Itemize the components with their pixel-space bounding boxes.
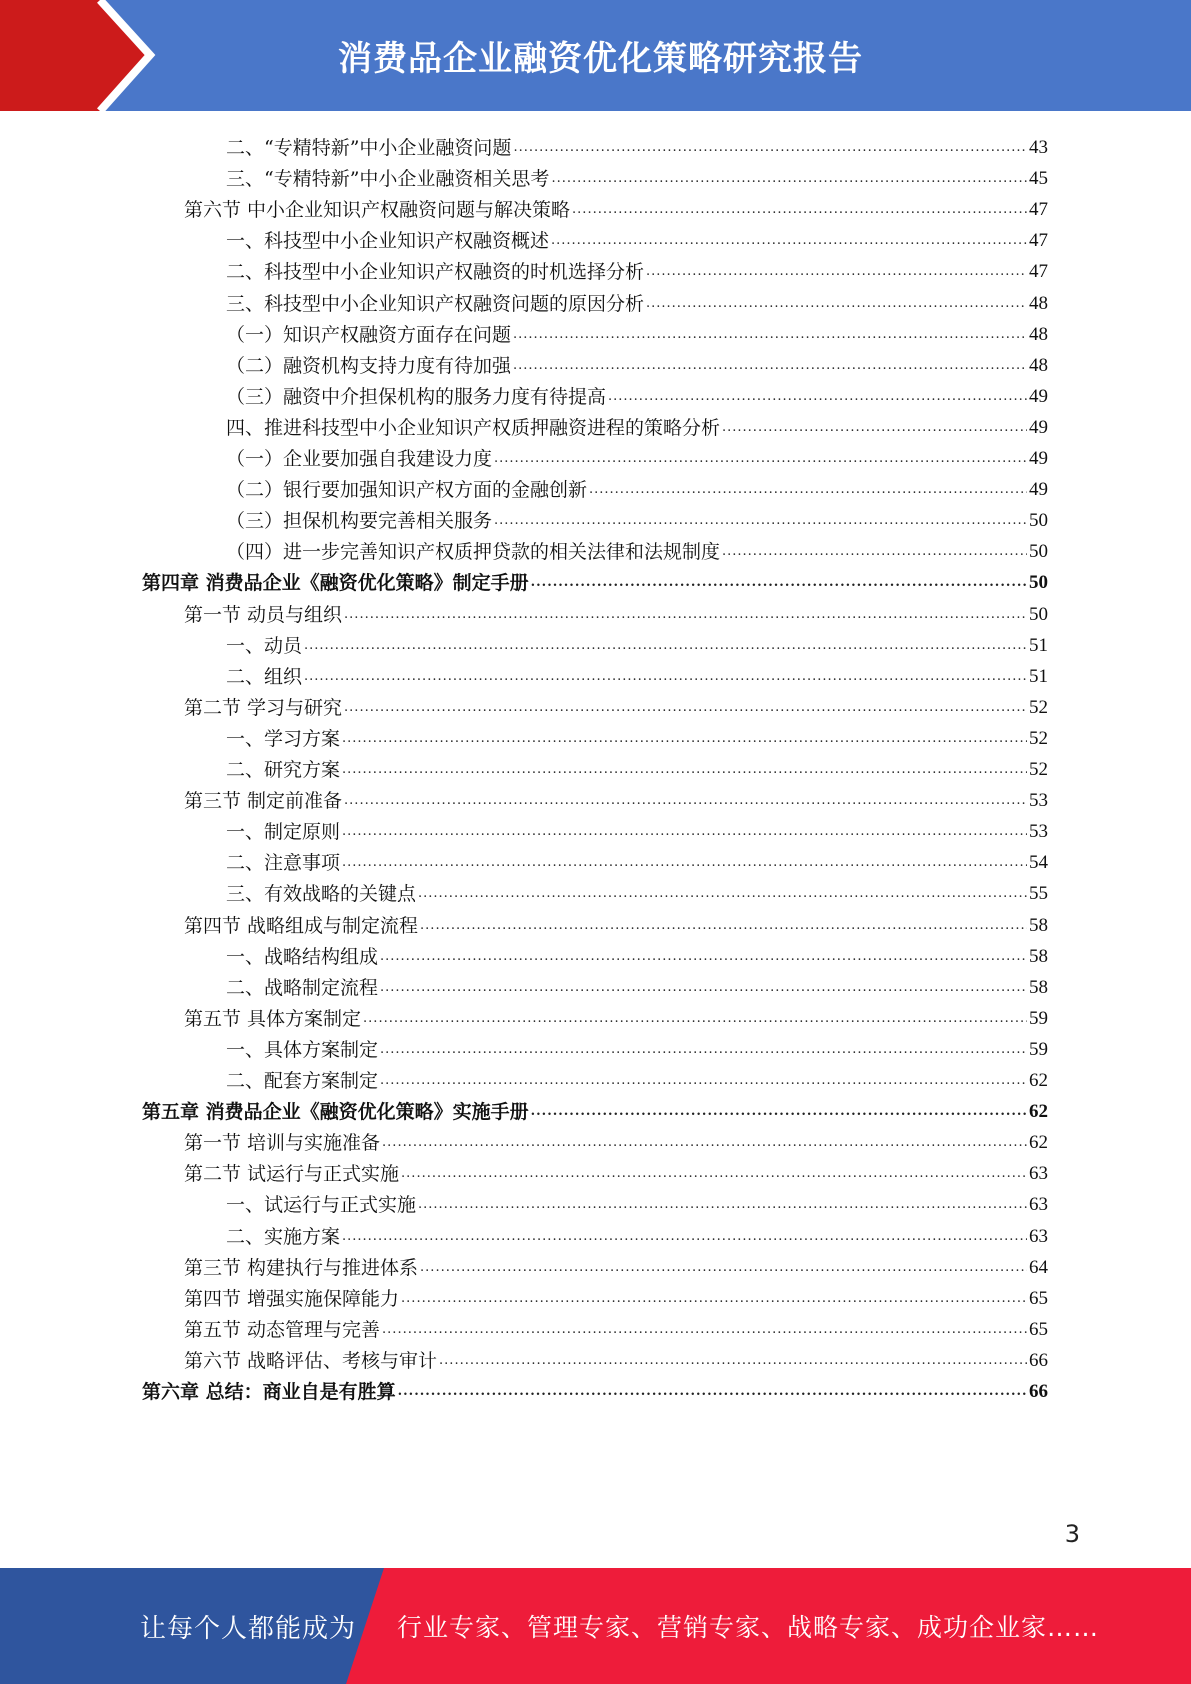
toc-entry-page: 48 <box>1029 324 1048 345</box>
toc-entry-title: （三）担保机构要完善相关服务 <box>226 510 493 532</box>
toc-entry-title: 第四节 战略组成与制定流程 <box>184 915 419 937</box>
toc-entry[interactable] <box>226 844 1048 875</box>
toc-entry[interactable] <box>184 907 1048 938</box>
footer-slogan-right: 行业专家、管理专家、营销专家、战略专家、成功企业家…… <box>397 1613 1100 1642</box>
toc-dot-leader <box>344 791 1027 811</box>
toc-entry[interactable] <box>226 938 1048 969</box>
toc-entry[interactable] <box>226 813 1048 844</box>
toc-entry-page: 65 <box>1029 1319 1048 1340</box>
toc-entry-page: 49 <box>1029 479 1048 500</box>
toc-entry-page: 48 <box>1029 293 1048 314</box>
toc-entry[interactable] <box>226 533 1048 564</box>
toc-entry[interactable] <box>184 1342 1048 1373</box>
toc-entry[interactable] <box>226 316 1048 347</box>
toc-entry-title: 一、具体方案制定 <box>226 1039 379 1061</box>
toc-dot-leader <box>722 418 1027 438</box>
toc-entry[interactable] <box>226 1218 1048 1249</box>
footer-slogan-left: 让每个人都能成为 <box>140 1613 357 1644</box>
toc-entry[interactable] <box>226 751 1048 782</box>
toc-dot-leader <box>494 449 1027 469</box>
toc-dot-leader <box>342 760 1027 780</box>
toc-entry-title: 第一节 培训与实施准备 <box>184 1132 381 1154</box>
toc-dot-leader <box>380 1040 1027 1060</box>
toc-entry-title: 二、研究方案 <box>226 759 341 781</box>
toc-entry-page: 45 <box>1029 168 1048 189</box>
toc-entry-page: 51 <box>1029 635 1048 656</box>
toc-entry-page: 49 <box>1029 386 1048 407</box>
toc-dot-leader <box>380 1071 1027 1091</box>
toc-entry-page: 64 <box>1029 1257 1048 1278</box>
toc-entry-title: 二、“专精特新”中小企业融资问题 <box>226 137 512 159</box>
toc-entry-page: 49 <box>1029 448 1048 469</box>
toc-dot-leader <box>722 542 1027 562</box>
toc-dot-leader <box>513 356 1027 376</box>
toc-entry-page: 49 <box>1029 417 1048 438</box>
toc-entry[interactable] <box>184 191 1048 222</box>
toc-dot-leader <box>342 729 1027 749</box>
toc-entry[interactable] <box>226 285 1048 316</box>
header-banner <box>0 0 1191 111</box>
toc-entry-page: 66 <box>1029 1350 1048 1371</box>
toc-entry[interactable] <box>226 440 1048 471</box>
toc-entry[interactable] <box>226 471 1048 502</box>
toc-dot-leader <box>380 978 1027 998</box>
toc-entry-page: 54 <box>1029 852 1048 873</box>
toc-entry-title: 第四节 增强实施保障能力 <box>184 1288 400 1310</box>
toc-entry[interactable] <box>226 222 1048 253</box>
toc-entry-title: 第五章 消费品企业《融资优化策略》实施手册 <box>142 1101 529 1123</box>
toc-dot-leader <box>382 1133 1027 1153</box>
page-title: 消费品企业融资优化策略研究报告 <box>338 39 863 79</box>
toc-entry-page: 63 <box>1029 1194 1048 1215</box>
toc-entry-page: 47 <box>1029 230 1048 251</box>
toc-dot-leader <box>304 667 1027 687</box>
toc-entry-title: 二、组织 <box>226 666 303 688</box>
toc-dot-leader <box>572 200 1027 220</box>
toc-dot-leader <box>380 947 1027 967</box>
toc-entry-page: 52 <box>1029 728 1048 749</box>
toc-dot-leader <box>342 1227 1027 1247</box>
toc-entry-title: 第二节 试运行与正式实施 <box>184 1163 400 1185</box>
toc-entry[interactable] <box>226 347 1048 378</box>
toc-dot-leader <box>401 1289 1027 1309</box>
toc-dot-leader <box>418 884 1027 904</box>
toc-entry-title: 第四章 消费品企业《融资优化策略》制定手册 <box>142 572 529 594</box>
toc-dot-leader <box>646 262 1027 282</box>
toc-entry[interactable] <box>184 1311 1048 1342</box>
toc-entry-title: 第二节 学习与研究 <box>184 697 343 719</box>
toc-dot-leader <box>344 605 1027 625</box>
toc-dot-leader <box>513 138 1027 158</box>
toc-entry-page: 47 <box>1029 261 1048 282</box>
toc-entry-title: 第三节 构建执行与推进体系 <box>184 1257 419 1279</box>
toc-dot-leader <box>418 1195 1027 1215</box>
toc-dot-leader <box>363 1009 1027 1029</box>
toc-entry[interactable] <box>226 129 1048 160</box>
toc-entry-title: 一、学习方案 <box>226 728 341 750</box>
toc-entry-title: 三、有效战略的关键点 <box>226 883 417 905</box>
toc-entry-title: 一、科技型中小企业知识产权融资概述 <box>226 230 550 252</box>
toc-entry-title: 一、制定原则 <box>226 821 341 843</box>
toc-entry-page: 53 <box>1029 790 1048 811</box>
toc-entry[interactable] <box>184 1000 1048 1031</box>
toc-entry-title: 一、动员 <box>226 635 303 657</box>
toc-entry-title: 二、实施方案 <box>226 1226 341 1248</box>
toc-dot-leader <box>344 698 1027 718</box>
toc-entry[interactable] <box>226 1186 1048 1217</box>
toc-entry-page: 63 <box>1029 1226 1048 1247</box>
toc-entry[interactable] <box>226 160 1048 191</box>
toc-entry-page: 53 <box>1029 821 1048 842</box>
toc-dot-leader <box>401 1164 1027 1184</box>
toc-entry-page: 62 <box>1029 1101 1048 1122</box>
footer-banner <box>0 1568 1191 1684</box>
toc-entry-title: 一、试运行与正式实施 <box>226 1194 417 1216</box>
toc-entry-title: 第六节 中小企业知识产权融资问题与解决策略 <box>184 199 571 221</box>
toc-entry-title: 三、“专精特新”中小企业融资相关思考 <box>226 168 550 190</box>
toc-entry-page: 59 <box>1029 1039 1048 1060</box>
toc-dot-leader <box>531 573 1027 593</box>
toc-entry-title: 二、注意事项 <box>226 852 341 874</box>
toc-entry[interactable] <box>226 969 1048 1000</box>
toc-entry[interactable] <box>184 1155 1048 1186</box>
toc-entry-page: 62 <box>1029 1132 1048 1153</box>
toc-entry-title: 二、配套方案制定 <box>226 1070 379 1092</box>
toc-entry-title: （一）知识产权融资方面存在问题 <box>226 324 512 346</box>
toc-dot-leader <box>646 294 1027 314</box>
toc-entry-title: 第六章 总结：商业自是有胜算 <box>142 1381 396 1403</box>
toc-entry-page: 59 <box>1029 1008 1048 1029</box>
toc-entry-page: 48 <box>1029 355 1048 376</box>
toc-entry-title: （三）融资中介担保机构的服务力度有待提高 <box>226 386 607 408</box>
toc-entry-title: 三、科技型中小企业知识产权融资问题的原因分析 <box>226 293 645 315</box>
toc-dot-leader <box>531 1102 1027 1122</box>
toc-entry-page: 50 <box>1029 572 1048 593</box>
toc-dot-leader <box>513 325 1027 345</box>
toc-entry-title: （一）企业要加强自我建设力度 <box>226 448 493 470</box>
toc-entry[interactable] <box>142 1093 1048 1124</box>
toc-entry-title: 二、战略制定流程 <box>226 977 379 999</box>
toc-entry-page: 58 <box>1029 915 1048 936</box>
toc-entry[interactable] <box>226 875 1048 906</box>
header-arrow-accent <box>0 0 160 111</box>
toc-dot-leader <box>551 231 1027 251</box>
toc-entry-page: 47 <box>1029 199 1048 220</box>
toc-entry-page: 43 <box>1029 137 1048 158</box>
toc-entry-page: 66 <box>1029 1381 1048 1402</box>
toc-entry-title: （二）融资机构支持力度有待加强 <box>226 355 512 377</box>
toc-entry-title: （四）进一步完善知识产权质押贷款的相关法律和法规制度 <box>226 541 721 563</box>
toc-entry-page: 50 <box>1029 604 1048 625</box>
toc-entry[interactable] <box>226 502 1048 533</box>
toc-entry-page: 58 <box>1029 946 1048 967</box>
toc-entry-page: 65 <box>1029 1288 1048 1309</box>
toc-dot-leader <box>551 169 1027 189</box>
toc-entry-title: 第六节 战略评估、考核与审计 <box>184 1350 438 1372</box>
toc-dot-leader <box>439 1351 1027 1371</box>
toc-dot-leader <box>342 822 1027 842</box>
toc-entry-page: 58 <box>1029 977 1048 998</box>
toc-entry[interactable] <box>184 689 1048 720</box>
toc-entry[interactable] <box>142 1373 1048 1404</box>
toc-entry[interactable] <box>226 253 1048 284</box>
toc-entry[interactable] <box>226 627 1048 658</box>
toc-entry-page: 52 <box>1029 697 1048 718</box>
toc-entry[interactable] <box>226 378 1048 409</box>
toc-entry-page: 63 <box>1029 1163 1048 1184</box>
toc-entry[interactable] <box>226 1062 1048 1093</box>
toc-entry[interactable] <box>184 1249 1048 1280</box>
toc-dot-leader <box>608 387 1027 407</box>
toc-entry[interactable] <box>226 658 1048 689</box>
toc-dot-leader <box>304 636 1027 656</box>
toc-entry-page: 52 <box>1029 759 1048 780</box>
toc-entry-title: 第一节 动员与组织 <box>184 604 343 626</box>
toc-entry[interactable] <box>226 720 1048 751</box>
toc-dot-leader <box>589 480 1027 500</box>
toc-entry[interactable] <box>184 782 1048 813</box>
toc-dot-leader <box>494 511 1027 531</box>
toc-dot-leader <box>342 853 1027 873</box>
toc-entry-title: 一、战略结构组成 <box>226 946 379 968</box>
toc-entry-page: 51 <box>1029 666 1048 687</box>
toc-entry-title: 四、推进科技型中小企业知识产权质押融资进程的策略分析 <box>226 417 721 439</box>
toc-entry-title: 二、科技型中小企业知识产权融资的时机选择分析 <box>226 261 645 283</box>
toc-entry-title: 第三节 制定前准备 <box>184 790 343 812</box>
header-red-shape <box>0 0 150 111</box>
toc-dot-leader <box>420 1258 1027 1278</box>
toc-entry[interactable] <box>226 409 1048 440</box>
toc-dot-leader <box>382 1320 1027 1340</box>
toc-dot-leader <box>398 1382 1027 1402</box>
toc-entry-page: 55 <box>1029 883 1048 904</box>
toc-entry[interactable] <box>184 1280 1048 1311</box>
toc-entry[interactable] <box>142 564 1048 595</box>
toc-entry[interactable] <box>184 596 1048 627</box>
toc-entry[interactable] <box>184 1124 1048 1155</box>
toc-entry-title: （二）银行要加强知识产权方面的金融创新 <box>226 479 588 501</box>
toc-entry-title: 第五节 动态管理与完善 <box>184 1319 381 1341</box>
toc-entry-page: 50 <box>1029 541 1048 562</box>
toc-entry-page: 62 <box>1029 1070 1048 1091</box>
toc-entry-page: 50 <box>1029 510 1048 531</box>
toc-entry[interactable] <box>226 1031 1048 1062</box>
toc-entry-title: 第五节 具体方案制定 <box>184 1008 362 1030</box>
page-number: 3 <box>1064 1520 1080 1548</box>
toc-dot-leader <box>420 916 1027 936</box>
